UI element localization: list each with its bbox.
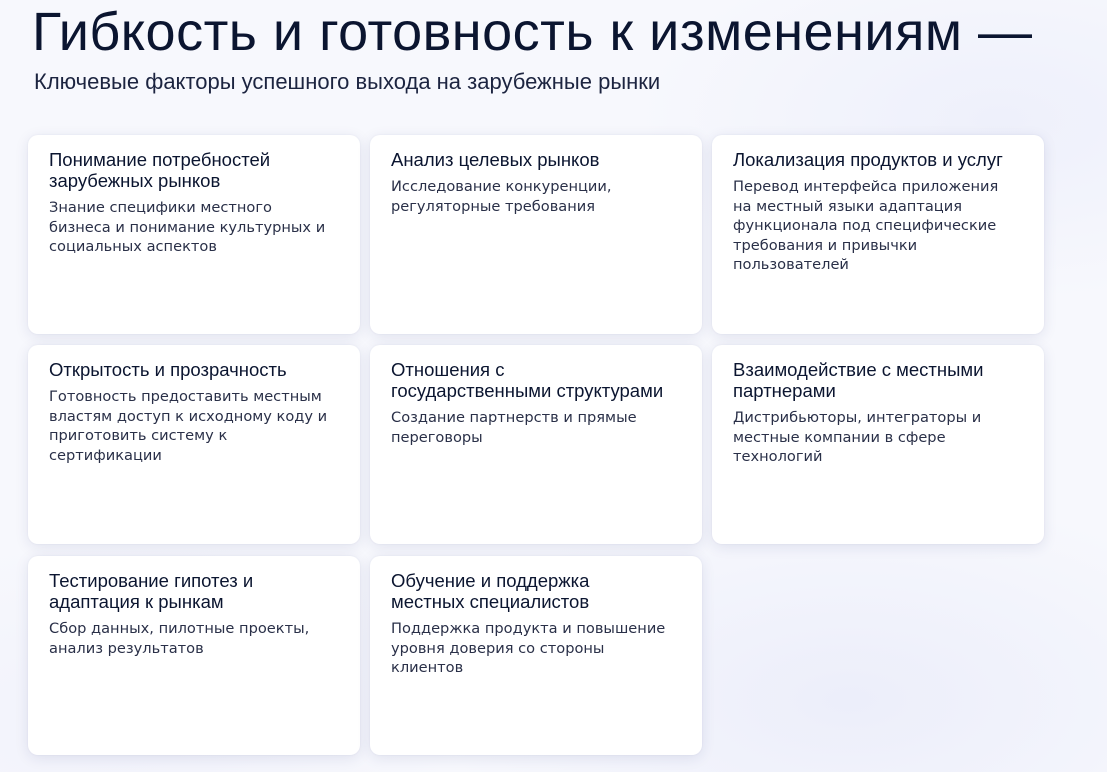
factor-card-target-markets [370, 135, 702, 334]
factor-card-hypothesis-testing [28, 556, 360, 755]
card-description: Поддержка продукта и повышение уровня доверия со стороны клиентов [391, 620, 666, 676]
card-description: Дистрибьюторы, интеграторы и местные компании в сфере технологий [733, 409, 982, 465]
factor-card-training-support [370, 556, 702, 755]
factor-card-market-needs [28, 135, 360, 334]
page-subtitle: Ключевые факторы успешного выхода на зарубежные рынки [34, 69, 661, 94]
card-title: Понимание потребностей зарубежных рынков [49, 149, 271, 191]
card-description: Сбор данных, пилотные проекты, анализ результатов [49, 620, 310, 657]
factor-card-localization [712, 135, 1044, 334]
factor-card-local-partners [712, 345, 1044, 544]
card-description: Перевод интерфейса приложения на местный языки адаптация функционала под специфические требования и привычки пользователей [733, 178, 999, 273]
card-title: Анализ целевых рынков [391, 149, 600, 170]
factor-card-government-relations [370, 345, 702, 544]
page-title: Гибкость и готовность к изменениям — [32, 2, 1033, 62]
card-title: Отношения с государственными структурами [391, 359, 664, 401]
card-title: Взаимодействие с местными партнерами [733, 359, 984, 401]
card-title: Открытость и прозрачность [49, 359, 287, 380]
card-description: Исследование конкуренции, регуляторные требования [391, 178, 612, 215]
card-description: Знание специфики местного бизнеса и понимание культурных и социальных аспектов [49, 199, 326, 255]
card-title: Локализация продуктов и услуг [733, 149, 1003, 170]
card-title: Обучение и поддержка местных специалистов [391, 570, 590, 612]
factor-card-transparency [28, 345, 360, 544]
card-description: Готовность предоставить местным властям доступ к исходному коду и приготовить систему к сертификации [49, 388, 328, 464]
card-title: Тестирование гипотез и адаптация к рынкам [49, 570, 254, 612]
card-description: Создание партнерств и прямые переговоры [391, 409, 637, 446]
